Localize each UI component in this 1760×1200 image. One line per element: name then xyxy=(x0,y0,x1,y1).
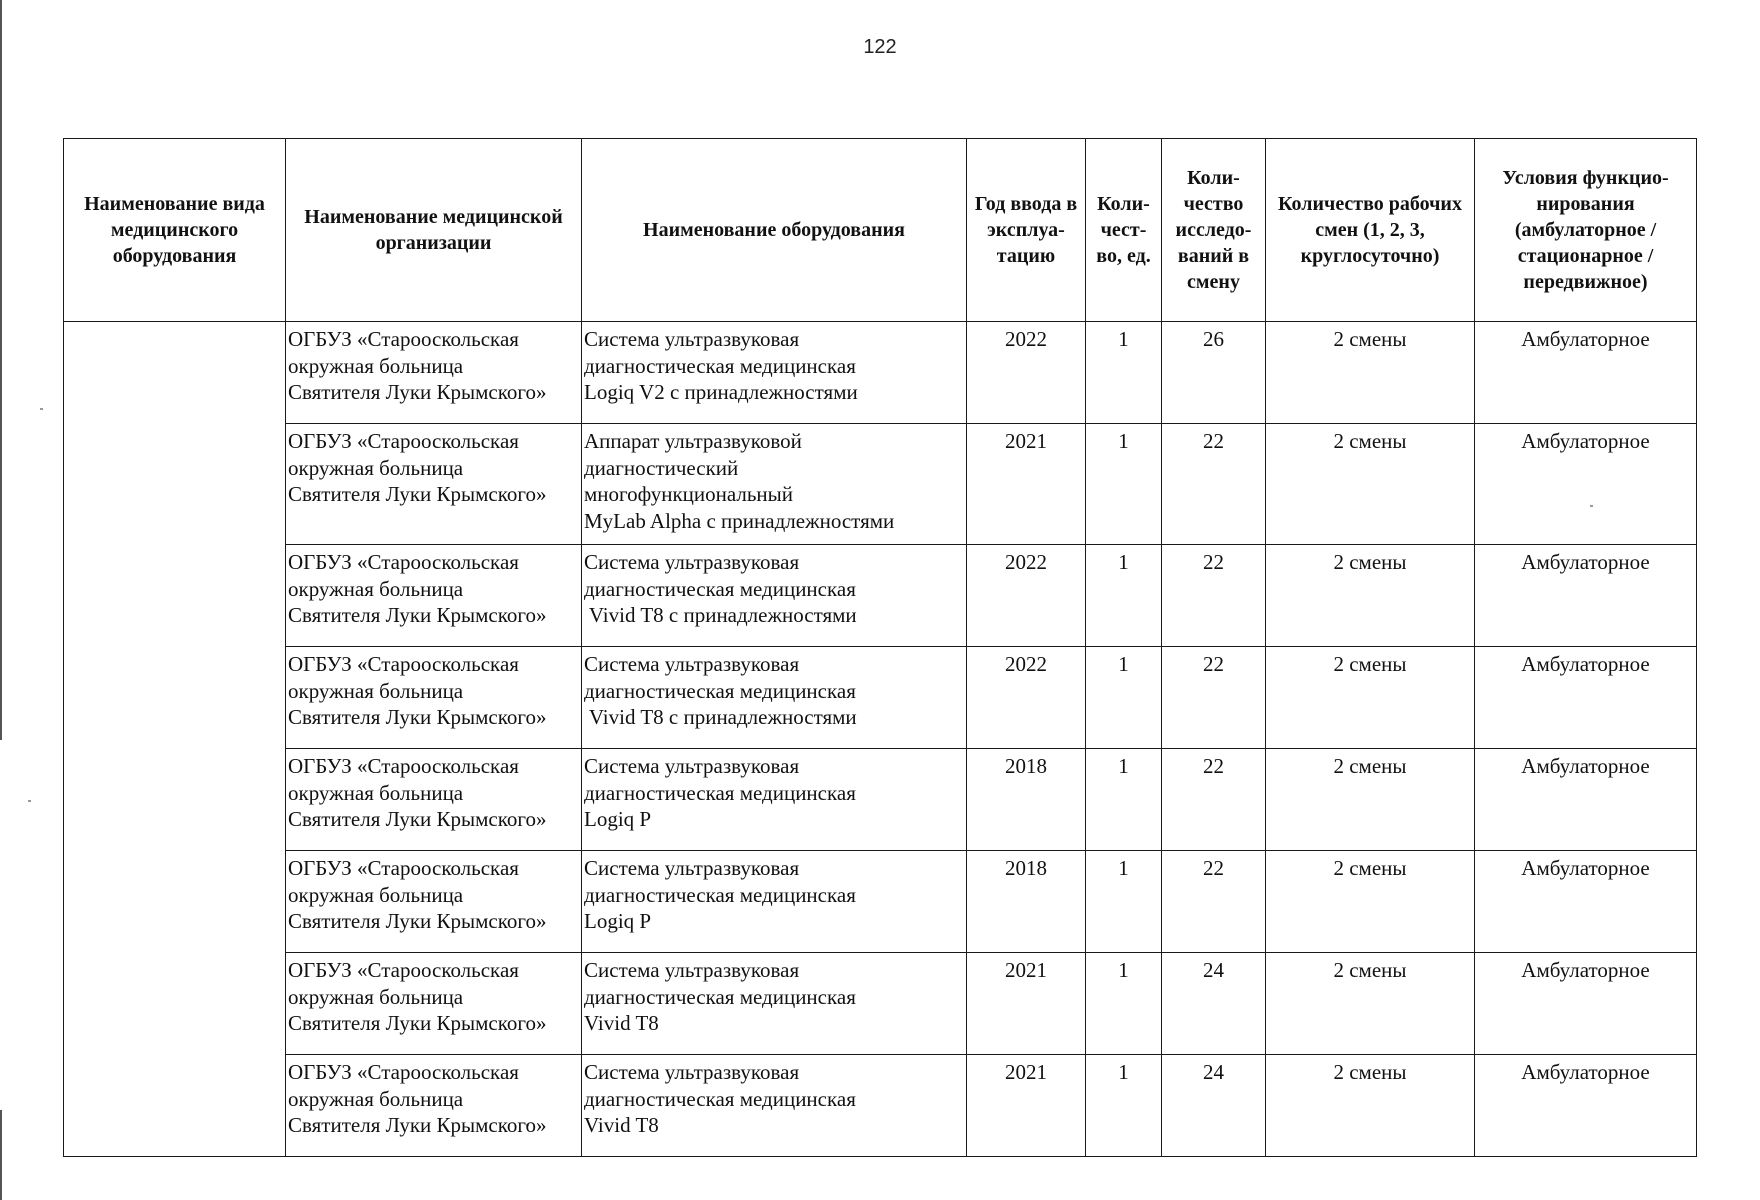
conditions-cell: Амбулаторное xyxy=(1475,953,1697,1055)
organization-cell-line: окружная больница xyxy=(288,678,464,703)
page-number: 122 xyxy=(863,36,897,58)
organization-cell-line: Святителя Луки Крымского» xyxy=(288,807,547,831)
organization-cell-line: окружная больница xyxy=(288,984,464,1009)
header-operating-conditions: Условия функцио-нирования (амбулаторное / стационарное / передвижное) xyxy=(1475,139,1697,322)
table-row xyxy=(64,322,1697,424)
equipment-cell-line: диагностическая медицинская xyxy=(584,780,856,805)
equipment-cell xyxy=(582,851,967,953)
shifts-cell: 2 смены xyxy=(1266,322,1475,424)
equipment-cell-line: диагностический xyxy=(584,455,739,480)
organization-cell-line: ОГБУЗ «Старооскольская xyxy=(288,327,519,351)
organization-cell-line: ОГБУЗ «Старооскольская xyxy=(288,1060,519,1084)
organization-cell-line: Святителя Луки Крымского» xyxy=(288,603,547,627)
shifts-cell: 2 смены xyxy=(1266,424,1475,545)
quantity-cell: 1 xyxy=(1086,749,1162,851)
equipment-kind-cell xyxy=(64,322,286,1157)
scan-edge-mark xyxy=(0,1110,2,1200)
equipment-cell xyxy=(582,1055,967,1157)
equipment-cell-line: Logiq P xyxy=(584,807,652,831)
scan-edge-mark xyxy=(0,0,2,740)
equipment-cell-line: Система ультразвуковая xyxy=(584,754,800,778)
equipment-cell xyxy=(582,647,967,749)
conditions-cell: Амбулаторное xyxy=(1475,1055,1697,1157)
table-header xyxy=(64,139,1697,322)
organization-cell xyxy=(286,647,582,749)
table-row xyxy=(64,953,1697,1055)
year-cell: 2022 xyxy=(967,647,1086,749)
year-cell: 2018 xyxy=(967,749,1086,851)
organization-cell-line: ОГБУЗ «Старооскольская xyxy=(288,429,519,453)
equipment-cell xyxy=(582,322,967,424)
header-commission-year: Год ввода в эксплуа-тацию xyxy=(967,139,1086,322)
organization-cell-line: окружная больница xyxy=(288,1086,464,1111)
equipment-cell-line: многофункциональный xyxy=(584,482,794,506)
studies-cell: 24 xyxy=(1162,1055,1266,1157)
equipment-cell-line: диагностическая медицинская xyxy=(584,353,856,378)
equipment-cell xyxy=(582,953,967,1055)
shifts-cell: 2 смены xyxy=(1266,851,1475,953)
equipment-cell-line: диагностическая медицинская xyxy=(584,882,856,907)
header-studies-per-shift: Коли-чество исследо-ваний в смену xyxy=(1162,139,1266,322)
conditions-cell: Амбулаторное xyxy=(1475,322,1697,424)
organization-cell-line: Святителя Луки Крымского» xyxy=(288,909,547,933)
studies-cell: 26 xyxy=(1162,322,1266,424)
organization-cell-line: Святителя Луки Крымского» xyxy=(288,1011,547,1035)
studies-cell: 22 xyxy=(1162,545,1266,647)
equipment-cell-line: диагностическая медицинская xyxy=(584,1086,856,1111)
studies-cell: 22 xyxy=(1162,424,1266,545)
organization-cell-line: Святителя Луки Крымского» xyxy=(288,380,547,404)
header-quantity: Коли-чест-во, ед. xyxy=(1086,139,1162,322)
studies-cell: 22 xyxy=(1162,851,1266,953)
organization-cell-line: окружная больница xyxy=(288,882,464,907)
equipment-table xyxy=(63,138,1697,1157)
shifts-cell: 2 смены xyxy=(1266,545,1475,647)
organization-cell xyxy=(286,1055,582,1157)
conditions-cell: Амбулаторное xyxy=(1475,851,1697,953)
shifts-cell: 2 смены xyxy=(1266,953,1475,1055)
year-cell: 2018 xyxy=(967,851,1086,953)
conditions-cell: Амбулаторное xyxy=(1475,749,1697,851)
header-equipment-kind: Наименование вида медицинского оборудования xyxy=(64,139,286,322)
equipment-cell xyxy=(582,749,967,851)
equipment-cell-line: диагностическая медицинская xyxy=(584,678,856,703)
organization-cell xyxy=(286,424,582,545)
year-cell: 2022 xyxy=(967,322,1086,424)
organization-cell-line: окружная больница xyxy=(288,576,464,601)
table-row xyxy=(64,749,1697,851)
organization-cell-line: Святителя Луки Крымского» xyxy=(288,1113,547,1137)
equipment-cell-line: Vivid T8 xyxy=(584,1113,659,1137)
table-row xyxy=(64,424,1697,545)
equipment-cell-line: диагностическая медицинская xyxy=(584,984,856,1009)
equipment-cell-line: Vivid T8 xyxy=(584,1011,659,1035)
organization-cell xyxy=(286,953,582,1055)
equipment-cell-line: Vivid T8 с принадлежностями xyxy=(584,603,857,627)
organization-cell xyxy=(286,749,582,851)
header-organization: Наименование медицинской организации xyxy=(286,139,582,322)
organization-cell-line: окружная больница xyxy=(288,455,464,480)
equipment-cell-line: диагностическая медицинская xyxy=(584,576,856,601)
quantity-cell: 1 xyxy=(1086,953,1162,1055)
shifts-cell: 2 смены xyxy=(1266,1055,1475,1157)
organization-cell-line: Святителя Луки Крымского» xyxy=(288,705,547,729)
studies-cell: 22 xyxy=(1162,749,1266,851)
scan-speck xyxy=(28,800,31,802)
year-cell: 2021 xyxy=(967,424,1086,545)
organization-cell-line: окружная больница xyxy=(288,780,464,805)
quantity-cell: 1 xyxy=(1086,322,1162,424)
shifts-cell: 2 смены xyxy=(1266,647,1475,749)
studies-cell: 22 xyxy=(1162,647,1266,749)
equipment-cell-line: Система ультразвуковая xyxy=(584,327,800,351)
equipment-cell-line: Система ультразвуковая xyxy=(584,652,800,676)
equipment-cell-line: Logiq V2 с принадлежностями xyxy=(584,380,858,404)
quantity-cell: 1 xyxy=(1086,545,1162,647)
header-row xyxy=(64,139,1697,322)
table-body xyxy=(64,322,1697,1157)
equipment-cell xyxy=(582,545,967,647)
year-cell: 2022 xyxy=(967,545,1086,647)
quantity-cell: 1 xyxy=(1086,851,1162,953)
organization-cell-line: ОГБУЗ «Старооскольская xyxy=(288,652,519,676)
equipment-cell xyxy=(582,424,967,545)
equipment-cell-line: Logiq P xyxy=(584,909,652,933)
equipment-cell-line: Vivid T8 с принадлежностями xyxy=(584,705,857,729)
conditions-cell: Амбулаторное xyxy=(1475,647,1697,749)
equipment-cell-line: Система ультразвуковая xyxy=(584,550,800,574)
organization-cell-line: Святителя Луки Крымского» xyxy=(288,482,547,506)
equipment-cell-line: MyLab Alpha с принадлежностями xyxy=(584,508,895,533)
organization-cell-line: ОГБУЗ «Старооскольская xyxy=(288,856,519,880)
table-row xyxy=(64,851,1697,953)
organization-cell xyxy=(286,322,582,424)
table-row xyxy=(64,647,1697,749)
equipment-cell-line: Система ультразвуковая xyxy=(584,1060,800,1084)
table-row xyxy=(64,1055,1697,1157)
shifts-cell: 2 смены xyxy=(1266,749,1475,851)
header-shift-count: Количество рабочих смен (1, 2, 3, круглосуточно) xyxy=(1266,139,1475,322)
equipment-cell-line: Система ультразвуковая xyxy=(584,856,800,880)
equipment-cell-line: Аппарат ультразвуковой xyxy=(584,429,802,453)
organization-cell-line: ОГБУЗ «Старооскольская xyxy=(288,958,519,982)
organization-cell-line: окружная больница xyxy=(288,353,464,378)
conditions-cell: Амбулаторное xyxy=(1475,545,1697,647)
year-cell: 2021 xyxy=(967,1055,1086,1157)
quantity-cell: 1 xyxy=(1086,647,1162,749)
year-cell: 2021 xyxy=(967,953,1086,1055)
organization-cell xyxy=(286,851,582,953)
header-equipment-name: Наименование оборудования xyxy=(582,139,967,322)
conditions-cell: Амбулаторное xyxy=(1475,424,1697,545)
table-row xyxy=(64,545,1697,647)
organization-cell xyxy=(286,545,582,647)
quantity-cell: 1 xyxy=(1086,1055,1162,1157)
equipment-cell-line: Система ультразвуковая xyxy=(584,958,800,982)
quantity-cell: 1 xyxy=(1086,424,1162,545)
studies-cell: 24 xyxy=(1162,953,1266,1055)
scan-speck xyxy=(40,408,43,410)
organization-cell-line: ОГБУЗ «Старооскольская xyxy=(288,754,519,778)
organization-cell-line: ОГБУЗ «Старооскольская xyxy=(288,550,519,574)
